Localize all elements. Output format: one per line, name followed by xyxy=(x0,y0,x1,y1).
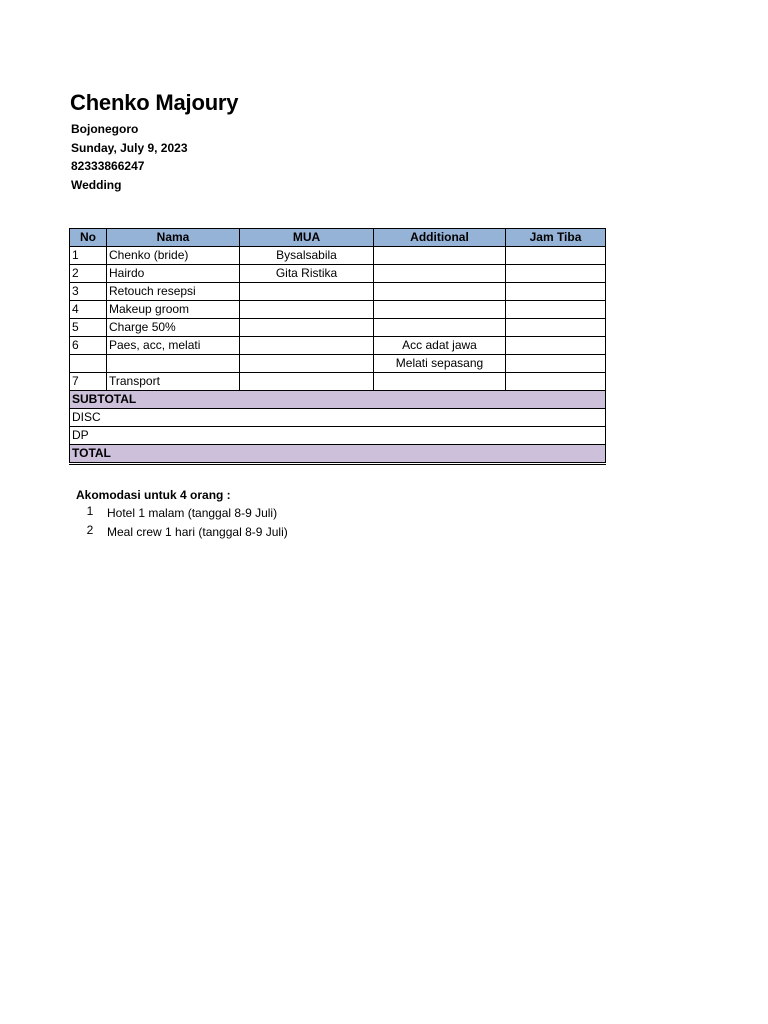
disc-row xyxy=(70,409,606,427)
table-row xyxy=(70,355,606,373)
cell-additional xyxy=(374,247,506,265)
list-item xyxy=(76,522,288,542)
cell-additional: Melati sepasang xyxy=(374,355,506,373)
cell-nama: Retouch resepsi xyxy=(107,283,240,301)
column-header-nama: Nama xyxy=(107,229,240,247)
city-text: Bojonegoro xyxy=(71,122,139,136)
total-label: TOTAL xyxy=(70,445,606,464)
column-header-mua: MUA xyxy=(240,229,374,247)
cell-additional xyxy=(374,283,506,301)
cell-no: 4 xyxy=(70,301,107,319)
table-row xyxy=(70,283,606,301)
page-title: Chenko Majoury xyxy=(70,90,239,115)
cell-no: 5 xyxy=(70,319,107,337)
phone-text: 82333866247 xyxy=(71,159,145,173)
cell-mua xyxy=(240,283,374,301)
subtotal-row xyxy=(70,391,606,409)
column-header-additional: Additional xyxy=(374,229,506,247)
cell-nama: Makeup groom xyxy=(107,301,240,319)
cell-no: 2 xyxy=(70,265,107,283)
column-header-no: No xyxy=(70,229,107,247)
notes-title: Akomodasi untuk 4 orang : xyxy=(76,488,231,502)
dp-row xyxy=(70,427,606,445)
cell-mua xyxy=(240,319,374,337)
table-row xyxy=(70,373,606,391)
cell-additional xyxy=(374,319,506,337)
cell-jam-tiba xyxy=(506,373,606,391)
cell-jam-tiba xyxy=(506,247,606,265)
cell-mua xyxy=(240,337,374,355)
table-header-row xyxy=(70,229,606,247)
cell-no: 3 xyxy=(70,283,107,301)
event-info xyxy=(71,120,188,194)
cell-additional xyxy=(374,301,506,319)
cell-jam-tiba xyxy=(506,319,606,337)
cell-no xyxy=(70,355,107,373)
accommodation-notes xyxy=(76,486,288,541)
cell-jam-tiba xyxy=(506,301,606,319)
cell-jam-tiba xyxy=(506,265,606,283)
cell-nama: Hairdo xyxy=(107,265,240,283)
disc-label: DISC xyxy=(70,409,606,427)
cell-mua xyxy=(240,373,374,391)
cell-nama: Transport xyxy=(107,373,240,391)
column-header-jam-tiba: Jam Tiba xyxy=(506,229,606,247)
table-row xyxy=(70,337,606,355)
note-number: 1 xyxy=(86,504,94,518)
cell-nama: Chenko (bride) xyxy=(107,247,240,265)
date-text: Sunday, July 9, 2023 xyxy=(71,140,188,155)
cell-nama xyxy=(107,355,240,373)
event-type-text: Wedding xyxy=(71,177,122,192)
note-number: 2 xyxy=(86,522,94,537)
table-row xyxy=(70,301,606,319)
service-table xyxy=(69,228,606,465)
cell-mua: Gita Ristika xyxy=(240,265,374,283)
table-row xyxy=(70,247,606,265)
cell-additional: Acc adat jawa xyxy=(374,337,506,355)
cell-no: 6 xyxy=(70,337,107,355)
note-text: Hotel 1 malam (tanggal 8-9 Juli) xyxy=(107,506,278,520)
cell-nama: Charge 50% xyxy=(107,319,240,337)
table-row xyxy=(70,319,606,337)
cell-mua xyxy=(240,355,374,373)
note-text: Meal crew 1 hari (tanggal 8-9 Juli) xyxy=(107,524,288,539)
cell-nama: Paes, acc, melati xyxy=(107,337,240,355)
cell-jam-tiba xyxy=(506,283,606,301)
cell-mua xyxy=(240,301,374,319)
cell-additional xyxy=(374,265,506,283)
dp-label: DP xyxy=(70,427,606,445)
table-row xyxy=(70,265,606,283)
cell-jam-tiba xyxy=(506,337,606,355)
cell-mua: Bysalsabila xyxy=(240,247,374,265)
cell-jam-tiba xyxy=(506,355,606,373)
cell-additional xyxy=(374,373,506,391)
cell-no: 1 xyxy=(70,247,107,265)
cell-no: 7 xyxy=(70,373,107,391)
subtotal-label: SUBTOTAL xyxy=(70,391,606,409)
total-row xyxy=(70,445,606,464)
list-item xyxy=(76,504,278,523)
